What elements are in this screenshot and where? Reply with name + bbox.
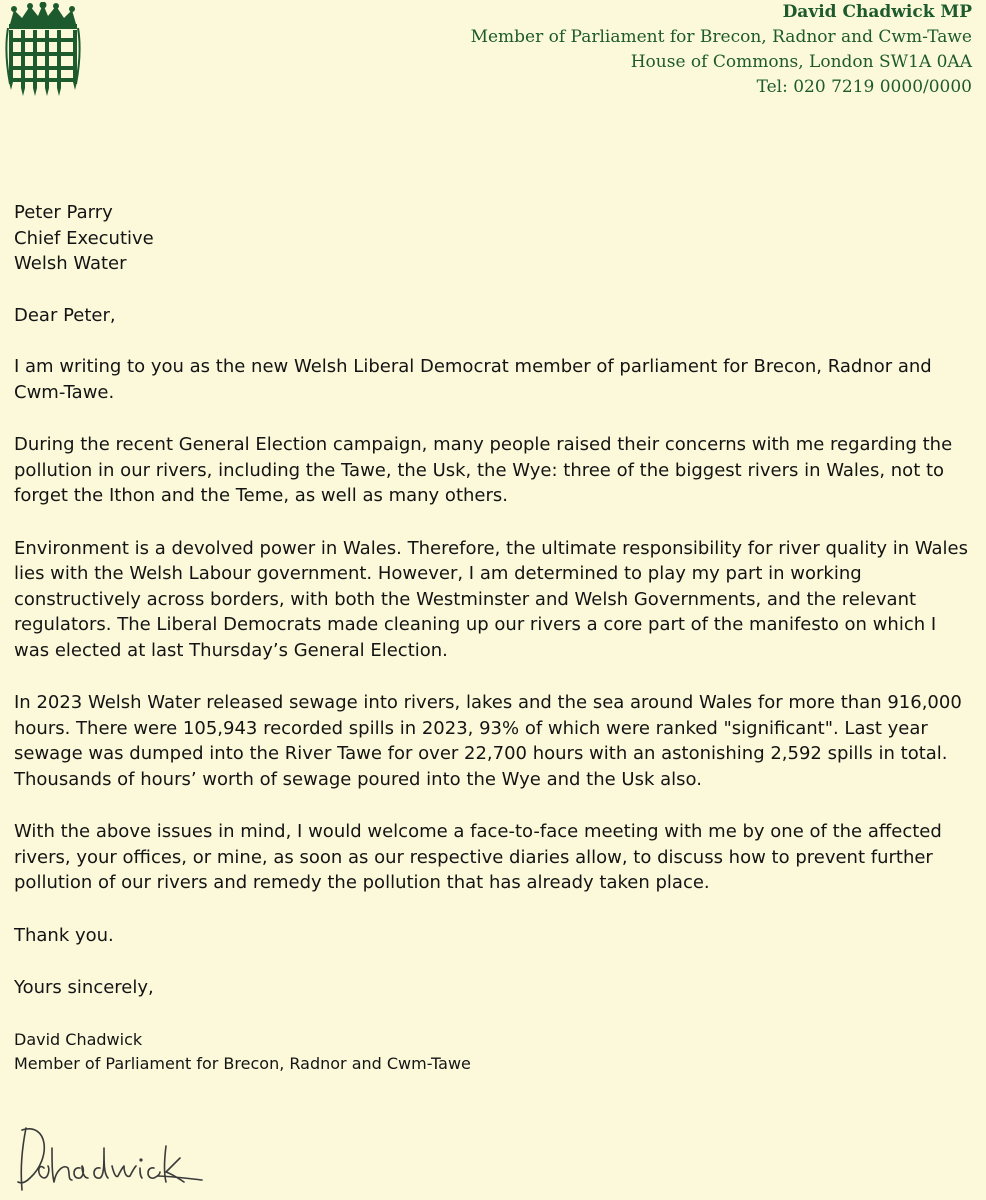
portcullis-crown-emblem-icon xyxy=(4,2,82,98)
letterhead-title: Member of Parliament for Brecon, Radnor and Cwm-Tawe xyxy=(470,27,972,47)
recipient-role: Chief Executive xyxy=(14,227,154,249)
paragraph-devolved-environment: Environment is a devolved power in Wales. Therefore, the ultimate responsibility for river quality in Wales lies with the Welsh Labour government. However, I am determined to play my part in working constructively across borders, with both the Westminster and Welsh Governments, and the relevant regulators. The Liberal Democrats made cleaning up our rivers a core part of the manifesto on which I was elected at last Thursday’s General Election. xyxy=(14,537,969,661)
paragraph-intro: I am writing to you as the new Welsh Liberal Democrat member of parliament for Brecon, Radnor and Cwm-Tawe. xyxy=(14,356,932,403)
recipient-name: Peter Parry xyxy=(14,202,113,223)
paragraph-meeting-request: With the above issues in mind, I would welcome a face-to-face meeting with me by one of the affected rivers, your offices, or mine, as soon as our respective diaries allow, to discuss how to prevent further pollution of our rivers and remedy the pollution that has already taken place. xyxy=(14,821,942,893)
letterhead-address: House of Commons, London SW1A 0AA xyxy=(630,52,972,72)
signoff-name: David Chadwick xyxy=(14,1029,143,1049)
paragraph-sewage-statistics: In 2023 Welsh Water released sewage into rivers, lakes and the sea around Wales for more than 916,000 hours. There were 105,943 recorded spills in 2023, 93% of which were ranked "significant". Last year sewage was dumped into the River Tawe for over 22,700 hours with an astonishing 2,592 spills in total. Thousands of hours’ worth of sewage poured into the Wye and the Usk also. xyxy=(14,692,962,790)
paragraph-campaign-concerns: During the recent General Election campaign, many people raised their concerns with me regarding the pollution in our rivers, including the Tawe, the Usk, the Wye: three of the biggest rivers in Wales, not to forget the Ithon and the Teme, as well as many others. xyxy=(14,434,953,506)
closing-line: Yours sincerely, xyxy=(14,977,154,998)
signoff-block xyxy=(14,1028,976,1076)
letterhead xyxy=(471,0,972,100)
handwritten-signature xyxy=(8,1118,208,1198)
letter-body xyxy=(14,200,976,1076)
recipient-block xyxy=(14,200,976,277)
letterhead-tel: Tel: 020 7219 0000/0000 xyxy=(756,77,972,97)
salutation: Dear Peter, xyxy=(14,304,116,326)
signoff-title: Member of Parliament for Brecon, Radnor and Cwm-Tawe xyxy=(14,1053,471,1073)
letterhead-name: David Chadwick MP xyxy=(782,2,972,22)
thanks-line: Thank you. xyxy=(14,924,114,946)
recipient-organisation: Welsh Water xyxy=(14,253,127,274)
